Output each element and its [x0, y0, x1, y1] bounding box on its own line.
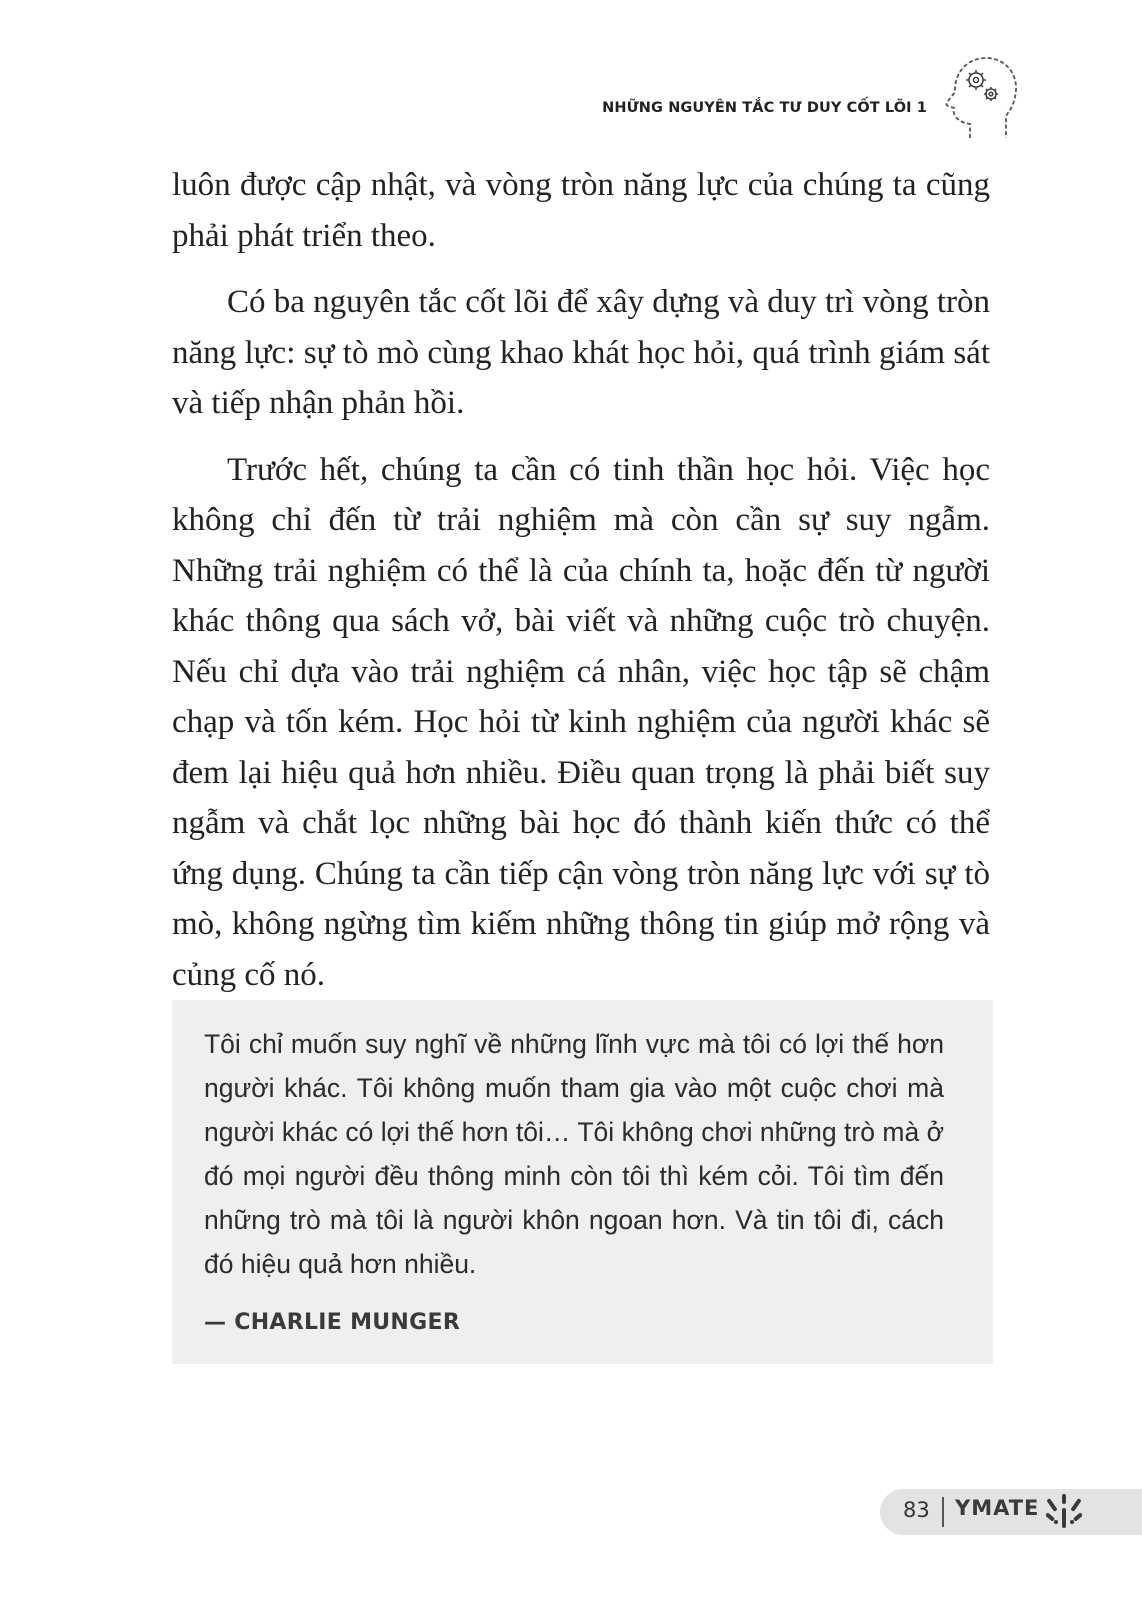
body-text	[172, 160, 990, 1016]
paragraph: Trước hết, chúng ta cần có tinh thần học hỏi. Việc học không chỉ đến từ trải nghiệm mà còn cần sự suy ngẫm. Những trải nghiệm có thể là của chính ta, hoặc đến từ người khác thông qua sách vở, bài viết và những cuộc trò chuyện. Nếu chỉ dựa vào trải nghiệm cá nhân, việc học tập sẽ chậm chạp và tốn kém. Học hỏi từ kinh nghiệm của người khác sẽ đem lại hiệu quả hơn nhiều. Điều quan trọng là phải biết suy ngẫm và chắt lọc những bài học đó thành kiến thức có thể ứng dụng. Chúng ta cần tiếp cận vòng tròn năng lực với sự tò mò, không ngừng tìm kiếm những thông tin giúp mở rộng và củng cố nó.	[172, 451, 990, 993]
head-with-gears-icon	[940, 52, 1022, 142]
quote-text: Tôi chỉ muốn suy nghĩ về những lĩnh vực mà tôi có lợi thế hơn người khác. Tôi không muốn tham gia vào một cuộc chơi mà người khác có lợi thế hơn tôi… Tôi không chơi những trò mà ở đó mọi người đều thông minh còn tôi thì kém cỏi. Tôi tìm đến những trò mà tôi là người khôn ngoan hơn. Và tin tôi đi, cách đó hiệu quả hơn nhiều.	[204, 1029, 944, 1279]
brand-name: YMATE	[955, 1496, 1040, 1520]
ymate-logo-icon	[1046, 1492, 1082, 1530]
page-number: 83	[903, 1498, 930, 1522]
paragraph: Có ba nguyên tắc cốt lõi để xây dựng và duy trì vòng tròn năng lực: sự tò mò cùng khao khát học hỏi, quá trình giám sát và tiếp nhận phản hồi.	[172, 284, 990, 421]
paragraph: luôn được cập nhật, và vòng tròn năng lực của chúng ta cũng phải phát triển theo.	[172, 167, 990, 254]
quote-box	[172, 1000, 993, 1364]
header-title: NHỮNG NGUYÊN TẮC TƯ DUY CỐT LÕI 1	[602, 100, 927, 116]
footer-divider	[942, 1497, 944, 1527]
quote-author: — CHARLIE MUNGER	[204, 1310, 461, 1335]
